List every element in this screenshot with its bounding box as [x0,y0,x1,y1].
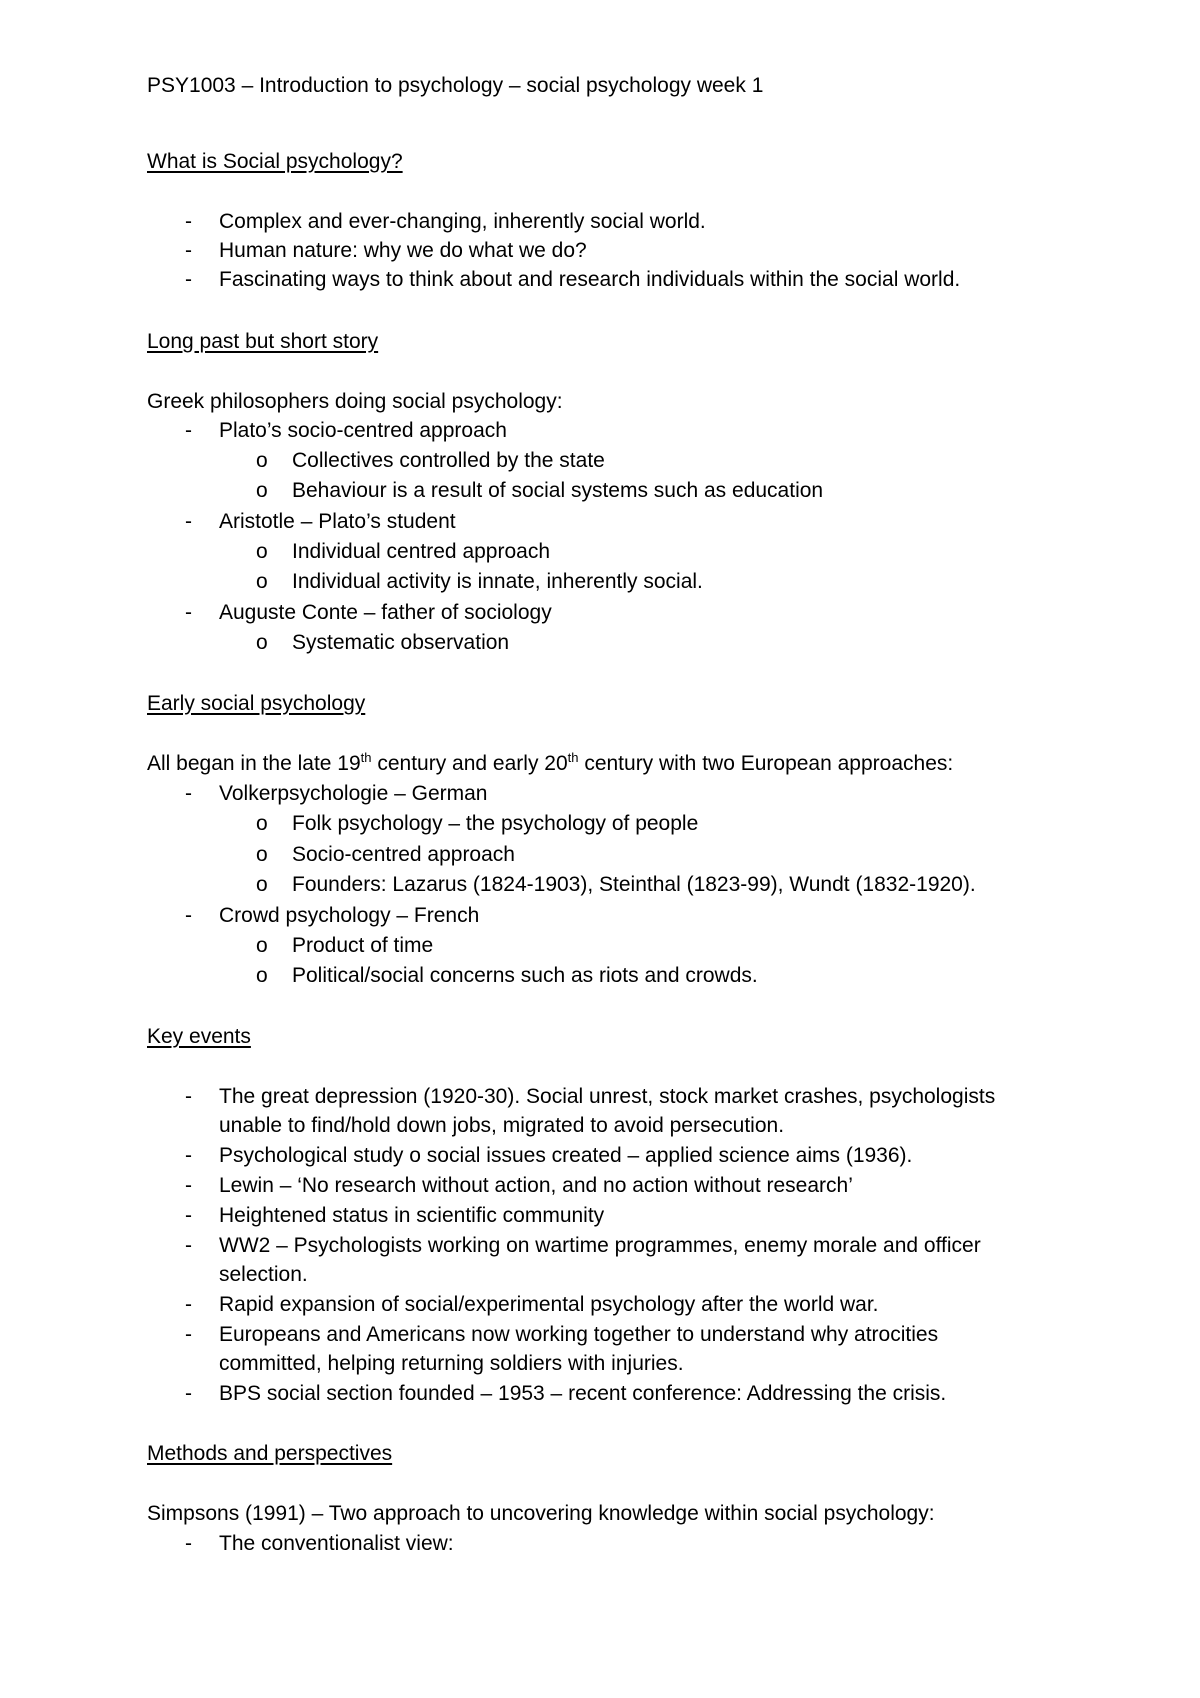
sub-bullet-marker: o [256,934,268,957]
sub-bullet-marker: o [256,631,268,654]
sub-bullet-marker: o [256,449,268,472]
sub-bullet-marker: o [256,873,268,896]
sub-bullet-text: Socio-centred approach [292,843,515,866]
section-heading-early: Early social psychology [147,692,366,715]
bullet-text: The conventionalist view: [219,1532,454,1555]
bullet-text: Europeans and Americans now working together to understand why atrocities [219,1323,939,1346]
sub-bullet-marker: o [256,540,268,563]
bullet-text: Rapid expansion of social/experimental psychology after the world war. [219,1293,879,1316]
sub-bullet-text: Systematic observation [292,631,510,654]
bullet-text: Human nature: why we do what we do? [219,239,587,262]
sub-bullet-text: Political/social concerns such as riots and crowds. [292,964,758,987]
bullet-dash: - [185,1085,192,1108]
bullet-dash: - [185,1144,192,1167]
sub-bullet-text: Collectives controlled by the state [292,449,605,472]
sub-bullet-text: Behaviour is a result of social systems such as education [292,479,824,502]
bullet-text: BPS social section founded – 1953 – recent conference: Addressing the crisis. [219,1382,947,1405]
document-title: PSY1003 – Introduction to psychology – social psychology week 1 [147,74,764,97]
sub-bullet-marker: o [256,843,268,866]
sub-bullet-text: Individual centred approach [292,540,551,563]
bullet-text: Psychological study o social issues created – applied science aims (1936). [219,1144,913,1167]
paragraph-intro: All began in the late 19th century and early 20th century with two European approaches: [147,750,954,775]
sub-bullet-marker: o [256,812,268,835]
sub-bullet-marker: o [256,570,268,593]
bullet-text: Heightened status in scientific community [219,1204,605,1227]
bullet-dash: - [185,1532,192,1555]
paragraph-intro: Simpsons (1991) – Two approach to uncovering knowledge within social psychology: [147,1502,935,1525]
bullet-text: Lewin – ‘No research without action, and no action without research’ [219,1174,853,1197]
bullet-dash: - [185,1174,192,1197]
sub-bullet-marker: o [256,479,268,502]
section-heading-what-is: What is Social psychology? [147,150,403,173]
bullet-dash: - [185,268,192,291]
bullet-text: Volkerpsychologie – German [219,782,488,805]
bullet-text: The great depression (1920-30). Social unrest, stock market crashes, psychologists [219,1085,996,1108]
bullet-text: Fascinating ways to think about and research individuals within the social world. [219,268,961,291]
bullet-dash: - [185,1382,192,1405]
bullet-text: Crowd psychology – French [219,904,480,927]
sub-bullet-text: Individual activity is innate, inherently social. [292,570,703,593]
sub-bullet-text: Product of time [292,934,434,957]
bullet-text-continued: selection. [219,1263,308,1286]
section-heading-methods: Methods and perspectives [147,1442,393,1465]
bullet-dash: - [185,1234,192,1257]
bullet-text: Auguste Conte – father of sociology [219,601,552,624]
bullet-dash: - [185,1204,192,1227]
bullet-text: Aristotle – Plato’s student [219,510,456,533]
bullet-text-continued: committed, helping returning soldiers with injuries. [219,1352,684,1375]
bullet-dash: - [185,419,192,442]
bullet-text-continued: unable to find/hold down jobs, migrated to avoid persecution. [219,1114,785,1137]
paragraph-intro: Greek philosophers doing social psychology: [147,390,563,413]
bullet-dash: - [185,904,192,927]
sub-bullet-marker: o [256,964,268,987]
bullet-dash: - [185,239,192,262]
section-heading-long-past: Long past but short story [147,330,379,353]
bullet-text: Plato’s socio-centred approach [219,419,507,442]
bullet-text: WW2 – Psychologists working on wartime programmes, enemy morale and officer [219,1234,981,1257]
sub-bullet-text: Folk psychology – the psychology of people [292,812,699,835]
bullet-text: Complex and ever-changing, inherently social world. [219,210,706,233]
bullet-dash: - [185,601,192,624]
bullet-dash: - [185,1293,192,1316]
bullet-dash: - [185,782,192,805]
bullet-dash: - [185,510,192,533]
section-heading-key-events: Key events [147,1025,251,1048]
sub-bullet-text: Founders: Lazarus (1824-1903), Steinthal (1823-99), Wundt (1832-1920). [292,873,976,896]
bullet-dash: - [185,210,192,233]
bullet-dash: - [185,1323,192,1346]
